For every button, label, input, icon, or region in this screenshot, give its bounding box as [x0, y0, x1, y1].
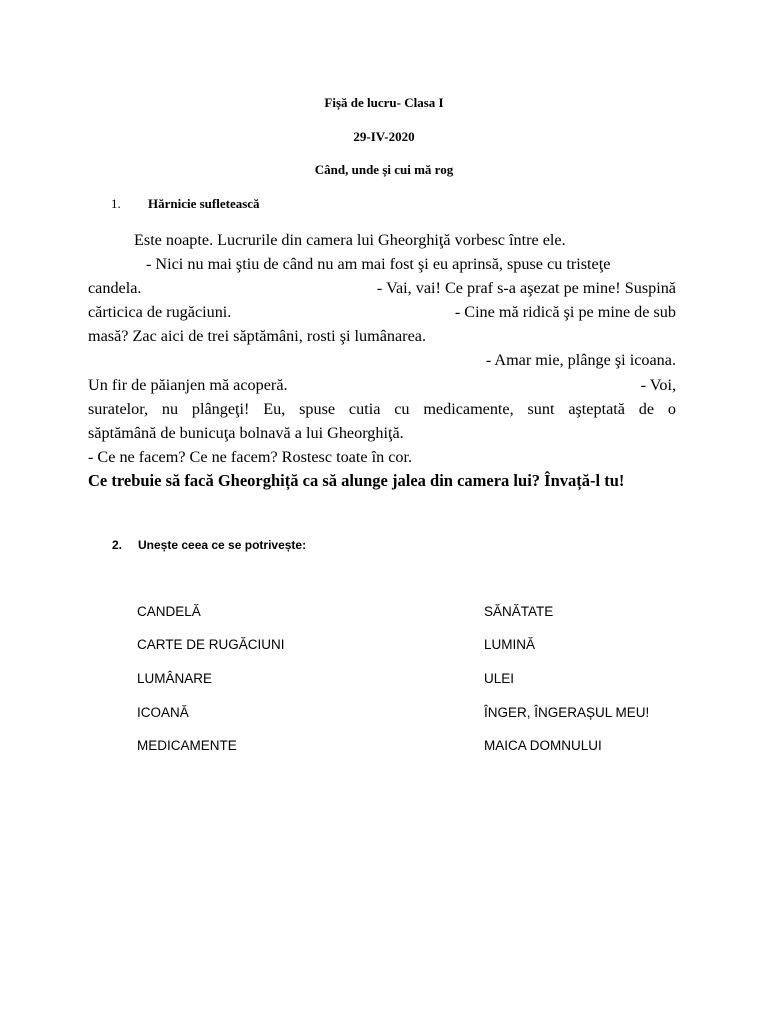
- story-line: [88, 300, 676, 324]
- story-line: - Nici nu mai ştiu de când nu am mai fost şi eu aprinsă, spuse cu tristeţe: [146, 255, 611, 274]
- story-fragment: Un fir de păianjen mă acoperă.: [88, 375, 288, 394]
- story-text: [88, 228, 676, 493]
- story-word: medicamente,: [423, 399, 514, 418]
- story-fragment: cărticica de rugăciuni.: [88, 303, 232, 322]
- section2-number: 2.: [112, 538, 123, 552]
- story-line: [88, 397, 676, 421]
- story-fragment: - Vai, vai! Ce praf s-a aşezat pe mine! Suspină: [376, 279, 676, 298]
- worksheet-subtitle: Când, unde și cui mă rog: [314, 162, 454, 177]
- worksheet-title: Fișă de lucru- Clasa I: [324, 95, 444, 110]
- match-right-item: ÎNGER, ÎNGERAȘUL MEU!: [484, 705, 650, 720]
- story-word: spuse: [299, 399, 336, 418]
- story-word: plângeţi!: [191, 399, 250, 418]
- match-right-item: MAICA DOMNULUI: [484, 738, 602, 753]
- match-right-item: LUMINĂ: [484, 637, 536, 652]
- story-line: - Ce ne facem? Ce ne facem? Rostesc toate în cor.: [88, 447, 413, 466]
- match-right-item: SĂNĂTATE: [484, 604, 554, 619]
- story-word: sunt: [527, 399, 555, 418]
- story-word: aşteptată: [568, 399, 625, 418]
- story-word: cu: [394, 399, 410, 418]
- match-right-item: ULEI: [484, 671, 515, 686]
- story-word: nu: [161, 399, 179, 418]
- match-left-item: LUMÂNARE: [137, 671, 213, 686]
- match-left-item: ICOANĂ: [137, 705, 189, 720]
- worksheet-date: 29-IV-2020: [353, 129, 415, 144]
- story-line: masă? Zac aici de trei săptămâni, rosti şi lumânarea.: [88, 327, 426, 346]
- section2-title: Unește ceea ce se potrivește:: [138, 538, 307, 552]
- story-fragment: - Cine mă ridică şi pe mine de sub: [454, 303, 676, 322]
- story-word: cutia: [348, 399, 381, 418]
- story-line: - Amar mie, plânge şi icoana.: [485, 351, 676, 370]
- story-question: Ce trebuie să facă Gheorghiță ca să alunge jalea din camera lui? Învață-l tu!: [88, 470, 625, 490]
- story-line: [88, 373, 676, 397]
- story-word: suratelor,: [88, 399, 149, 418]
- story-line: [88, 276, 676, 300]
- story-word: o: [667, 399, 676, 418]
- match-left-item: CANDELĂ: [137, 604, 201, 619]
- story-fragment: candela.: [88, 279, 142, 298]
- story-fragment: - Voi,: [640, 375, 676, 394]
- story-line: Este noapte. Lucrurile din camera lui Gheorghiţă vorbesc între ele.: [134, 231, 566, 249]
- story-word: Eu,: [263, 399, 286, 418]
- match-left-item: MEDICAMENTE: [137, 738, 237, 753]
- section1-title: Hărnicie sufletească: [148, 196, 260, 211]
- section1-number: 1.: [111, 196, 121, 211]
- match-left-item: CARTE DE RUGĂCIUNI: [137, 637, 285, 652]
- story-line: săptămână de bunicuţa bolnavă a lui Gheorghiţă.: [88, 423, 404, 442]
- story-word: de: [638, 399, 655, 418]
